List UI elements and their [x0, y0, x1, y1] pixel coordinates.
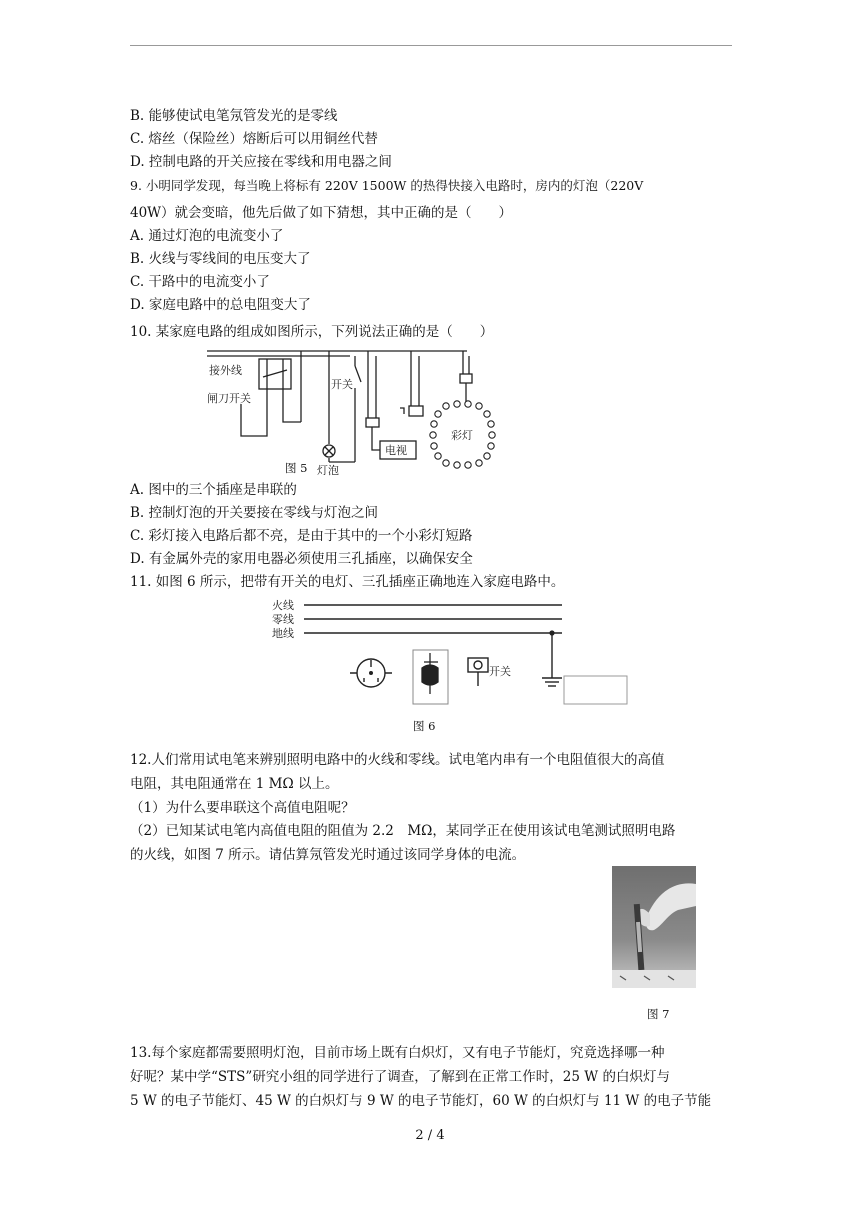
- fig6-label-ground: 地线: [272, 627, 294, 640]
- q12-sub1: （1）为什么要串联这个高值电阻呢？: [130, 800, 355, 816]
- q9-option-c: C. 干路中的电流变小了: [130, 274, 270, 290]
- q10-option-b: B. 控制灯泡的开关要接在零线与灯泡之间: [130, 505, 379, 521]
- fig5-label-bulb: 灯泡: [317, 464, 339, 477]
- q9-stem-line1: 9. 小明同学发现，每当晚上将标有 220V 1500W 的热得快接入电路时，房内的灯泡（220V: [130, 178, 644, 193]
- q9-stem-line2: 40W）就会变暗，他先后做了如下猜想，其中正确的是（ ）: [130, 205, 513, 221]
- q9-option-d: D. 家庭电路中的总电阻变大了: [130, 297, 311, 313]
- q12-sub2-line2: 的火线，如图 7 所示。请估算氖管发光时通过该同学身体的电流。: [130, 847, 526, 863]
- fig5-label-lights: 彩灯: [451, 429, 473, 442]
- q9-option-b: B. 火线与零线间的电压变大了: [130, 251, 311, 267]
- fig6-label-switch: 开关: [489, 665, 511, 678]
- figure-5-caption: 图 5: [285, 461, 308, 475]
- fig6-label-neutral: 零线: [272, 613, 294, 626]
- fig5-label-knife: 闸刀开关: [207, 392, 251, 405]
- header-rule: [130, 45, 732, 46]
- figure-6-wiring: [270, 596, 632, 708]
- figure-7-caption: 图 7: [647, 1007, 670, 1021]
- q11-stem: 11. 如图 6 所示，把带有开关的电灯、三孔插座正确地连入家庭电路中。: [130, 574, 565, 590]
- page-number: 2 / 4: [415, 1128, 445, 1143]
- fig5-label-switch: 开关: [331, 378, 353, 391]
- q12-sub2-line1: （2）已知某试电笔内高值电阻的阻值为 2.2 MΩ，某同学正在使用该试电笔测试照明电路: [130, 823, 676, 839]
- q13-line2: 好呢？某中学“STS”研究小组的同学进行了调查，了解到在正常工作时，25 W 的白炽灯与: [130, 1069, 670, 1085]
- figure-5-circuit: [205, 344, 525, 480]
- fig5-label-tv: 电视: [385, 444, 407, 457]
- fig5-label-outer: 接外线: [209, 364, 242, 377]
- q13-line1: 13.每个家庭都需要照明灯泡，目前市场上既有白炽灯，又有电子节能灯，究竟选择哪一种: [130, 1045, 665, 1061]
- q8-option-b: B. 能够使试电笔氖管发光的是零线: [130, 108, 338, 124]
- q10-option-a: A. 图中的三个插座是串联的: [130, 482, 297, 498]
- figure-7-photo: [612, 866, 696, 988]
- q10-option-c: C. 彩灯接入电路后都不亮，是由于其中的一个小彩灯短路: [130, 528, 473, 544]
- q10-stem: 10. 某家庭电路的组成如图所示，下列说法正确的是（ ）: [130, 324, 494, 340]
- q9-option-a: A. 通过灯泡的电流变小了: [130, 228, 284, 244]
- figure-6-caption: 图 6: [413, 719, 436, 733]
- fig6-label-live: 火线: [272, 599, 294, 612]
- q12-stem-line1: 12.人们常用试电笔来辨别照明电路中的火线和零线。试电笔内串有一个电阻值很大的高值: [130, 752, 665, 768]
- q8-option-d: D. 控制电路的开关应接在零线和用电器之间: [130, 154, 392, 170]
- q10-option-d: D. 有金属外壳的家用电器必须使用三孔插座，以确保安全: [130, 551, 473, 567]
- q12-stem-line2: 电阻，其电阻通常在 1 MΩ 以上。: [130, 776, 339, 792]
- q8-option-c: C. 熔丝（保险丝）熔断后可以用铜丝代替: [130, 131, 378, 147]
- q13-line3: 5 W 的电子节能灯、45 W 的白炽灯与 9 W 的电子节能灯，60 W 的白炽灯与 11 W 的电子节能: [130, 1093, 712, 1109]
